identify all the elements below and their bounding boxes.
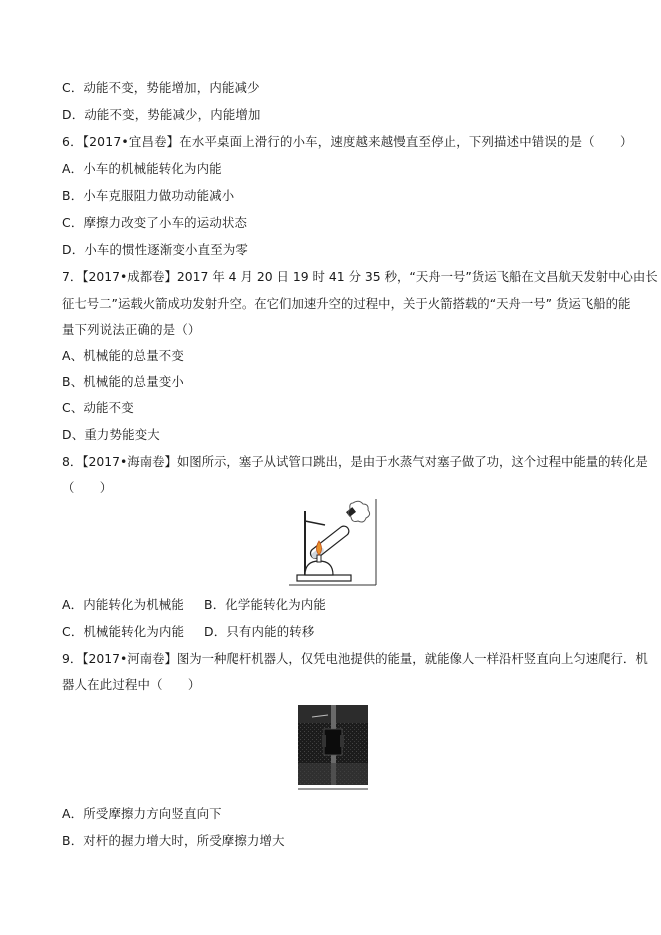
clamp-arm [305, 521, 325, 525]
alcohol-lamp [305, 561, 333, 575]
robot-body [324, 729, 342, 755]
q8-option-d: D．只有内能的转移 [204, 624, 315, 639]
q9-stem-line-2: 器人在此过程中（ ） [62, 677, 201, 692]
stand-base [297, 575, 351, 581]
q9-option-b: B．对杆的握力增大时，所受摩擦力增大 [62, 833, 285, 848]
q7-option-c: C、动能不变 [62, 400, 134, 415]
stopper [346, 507, 356, 517]
q6-option-d: D．小车的惯性逐渐变小直至为零 [62, 242, 249, 257]
q7-option-b: B、机械能的总量变小 [62, 374, 185, 389]
q8-option-b: B．化学能转化为内能 [204, 597, 327, 612]
q9-stem-line-1: 9．【2017•河南卷】图为一种爬杆机器人，仅凭电池提供的能量，就能像人一样沿杆竖直向上匀速爬行．机 [62, 651, 648, 666]
q6-option-c: C．摩擦力改变了小车的运动状态 [62, 215, 248, 230]
q8-stem-line-1: 8．【2017•海南卷】如图所示，塞子从试管口跳出，是由于水蒸气对塞子做了功，这个过程中能量的转化是 [62, 454, 648, 469]
q7-option-d: D、重力势能变大 [62, 427, 160, 442]
test-tube-figure [287, 497, 379, 589]
q6-option-b: B．小车克服阻力做功动能减小 [62, 188, 235, 203]
q7-option-a: A、机械能的总量不变 [62, 348, 184, 363]
q8-stem-line-2: （ ） [62, 480, 113, 495]
q5-option-d: D．动能不变，势能减少，内能增加 [62, 107, 261, 122]
q5-option-c: C．动能不变，势能增加，内能减少 [62, 80, 260, 95]
q6-option-a: A．小车的机械能转化为内能 [62, 161, 222, 176]
lamp-wick-holder [317, 555, 321, 562]
q8-option-a: A．内能转化为机械能 [62, 597, 184, 612]
q6-stem: 6．【2017•宜昌卷】在水平桌面上滑行的小车，速度越来越慢直至停止，下列描述中错误的是（ ） [62, 134, 633, 149]
q9-option-a: A．所受摩擦力方向竖直向下 [62, 806, 222, 821]
q7-stem-line-1: 7．【2017•成都卷】2017 年 4 月 20 日 19 时 41 分 35 秒，“天舟一号”货运飞船在文昌航天发射中心由长 [62, 269, 658, 284]
pole-climbing-robot-photo [298, 705, 368, 791]
test-tube [308, 524, 350, 560]
photo-ground [298, 763, 368, 785]
q8-option-c: C．机械能转化为内能 [62, 624, 185, 639]
q7-stem-line-2: 征七号二”运载火箭成功发射升空。在它们加速升空的过程中，关于火箭搭载的“天舟一号” 货运飞船的能 [62, 296, 631, 311]
q7-stem-line-3: 量下列说法正确的是（） [62, 322, 201, 337]
robot-wheel-right [340, 735, 344, 747]
robot-wheel-left [322, 735, 326, 747]
